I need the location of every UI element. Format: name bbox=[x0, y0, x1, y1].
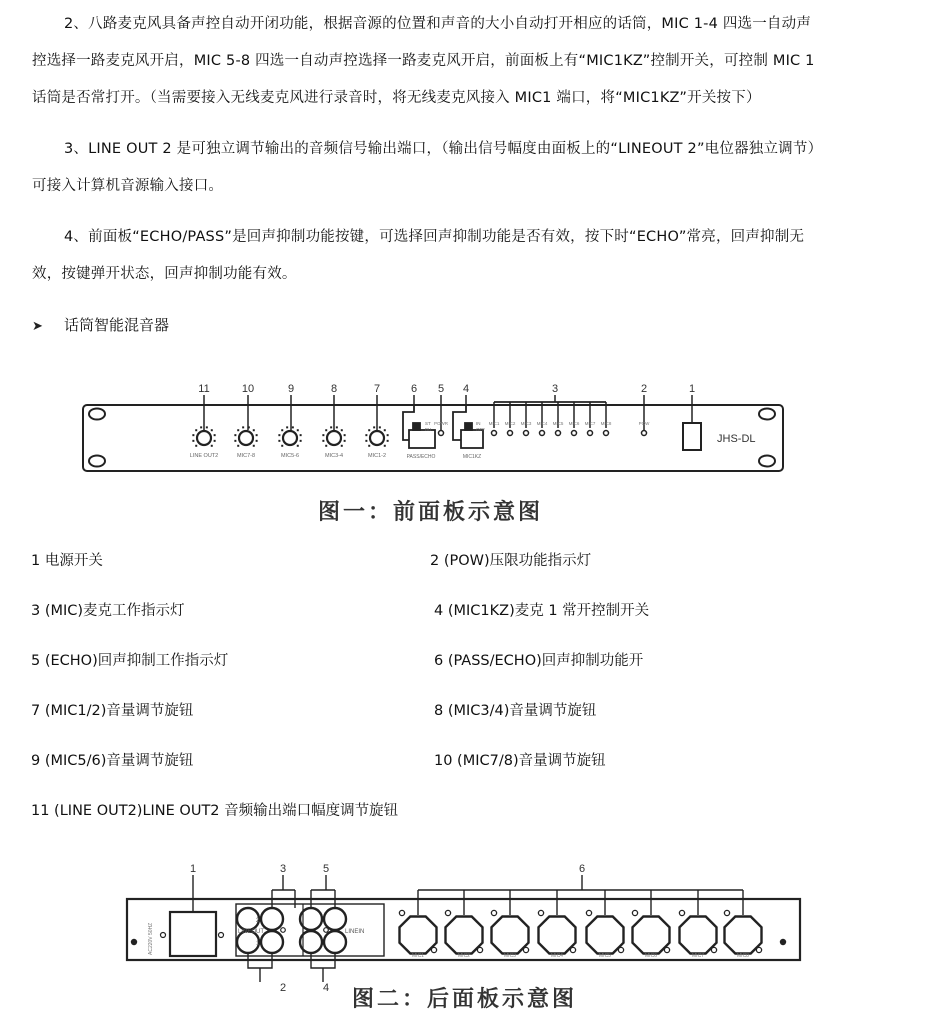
front-panel-diagram bbox=[0, 0, 948, 500]
power-switch bbox=[683, 423, 701, 450]
led-label: POWR bbox=[434, 421, 448, 426]
rca-jack bbox=[324, 908, 346, 930]
knob-tick bbox=[341, 429, 343, 431]
latch-icon bbox=[724, 910, 729, 915]
rack-hole-icon bbox=[759, 456, 775, 467]
led-label: POW bbox=[638, 421, 650, 426]
knob-tick bbox=[237, 445, 239, 447]
rca-jack bbox=[300, 908, 322, 930]
knob-tick bbox=[206, 426, 208, 428]
callout-leader bbox=[418, 875, 743, 890]
xlr-mic-input bbox=[446, 917, 483, 954]
knob-tick bbox=[297, 445, 299, 447]
switch-state-label: ST bbox=[425, 421, 431, 426]
indicator-led bbox=[556, 431, 561, 436]
front-panel-caption: 图一：前面板示意图 bbox=[318, 500, 544, 525]
latch-icon bbox=[399, 910, 404, 915]
knob-tick bbox=[211, 445, 213, 447]
switch-label: MIC1KZ bbox=[462, 454, 482, 460]
xlr-mic-input bbox=[633, 917, 670, 954]
knob-tick bbox=[300, 440, 302, 442]
knob-tick bbox=[192, 440, 194, 442]
callout-number: 10 bbox=[241, 383, 255, 395]
knob-tick bbox=[368, 429, 370, 431]
rack-hole-icon bbox=[89, 409, 105, 420]
mic-input-label: MIC4 bbox=[551, 953, 563, 959]
latch-icon bbox=[679, 910, 684, 915]
knob-tick bbox=[195, 445, 197, 447]
knob-tick bbox=[214, 440, 216, 442]
knob-tick bbox=[278, 434, 280, 436]
mic-input-label: MIC2 bbox=[458, 953, 470, 959]
switch-button-icon bbox=[465, 423, 472, 430]
paragraph-line: 2、八路麦克风具备声控自动开闭功能，根据音源的位置和声音的大小自动打开相应的话筒，MIC 1-4 四选一自动声 bbox=[64, 16, 812, 32]
knob-label: MIC3-4 bbox=[324, 453, 344, 459]
ground-screw-icon bbox=[780, 939, 786, 945]
legend-item: 9 (MIC5/6)音量调节旋钮 bbox=[31, 753, 194, 769]
led-label: MIC3 bbox=[520, 421, 532, 426]
knob-tick bbox=[278, 440, 280, 442]
linein-label: LINEIN bbox=[345, 929, 365, 935]
callout-number: 3 bbox=[551, 383, 559, 395]
led-label: MIC8 bbox=[600, 421, 612, 426]
callout-leader bbox=[453, 405, 466, 440]
legend-item: 1 电源开关 bbox=[31, 553, 103, 569]
switch-state-label: BU bbox=[425, 427, 432, 432]
mic-input-label: MIC3 bbox=[504, 953, 516, 959]
power-rating-label: AC220V 50HZ bbox=[148, 922, 154, 955]
rca-jack bbox=[324, 931, 346, 953]
knob-tick bbox=[330, 426, 332, 428]
knob-tick bbox=[365, 434, 367, 436]
screw-icon bbox=[219, 933, 224, 938]
switch-button-icon bbox=[413, 423, 420, 430]
paragraph-line: 控选择一路麦克风开启，MIC 5-8 四选一自动声控选择一路麦克风开启，前面板上有“MIC1KZ”控制开关，可控制 MIC 1 bbox=[32, 53, 815, 69]
latch-icon bbox=[523, 947, 528, 952]
rear-panel-chassis bbox=[127, 899, 800, 960]
knob-tick bbox=[373, 426, 375, 428]
volume-knob bbox=[370, 431, 384, 445]
callout-number: 8 bbox=[330, 383, 338, 395]
knob-tick bbox=[192, 434, 194, 436]
callout-number: 1 bbox=[189, 863, 197, 875]
volume-knob bbox=[327, 431, 341, 445]
knob-label: LINE OUT2 bbox=[189, 453, 219, 459]
rear-panel-caption: 图二：后面板示意图 bbox=[352, 987, 578, 1012]
knob-tick bbox=[281, 429, 283, 431]
callout-number: 4 bbox=[322, 982, 330, 994]
knob-tick bbox=[281, 445, 283, 447]
arrow-bullet-icon: ➤ bbox=[32, 319, 43, 334]
latch-icon bbox=[431, 947, 436, 952]
callout-leader bbox=[311, 875, 335, 908]
knob-tick bbox=[384, 445, 386, 447]
knob-tick bbox=[214, 434, 216, 436]
mic-input-label: MIC1 bbox=[412, 953, 424, 959]
latch-icon bbox=[586, 910, 591, 915]
latch-icon bbox=[477, 947, 482, 952]
callout-number: 3 bbox=[279, 863, 287, 875]
rca-jack bbox=[237, 908, 259, 930]
callout-number: 2 bbox=[279, 982, 287, 994]
indicator-led bbox=[540, 431, 545, 436]
led-label: MIC4 bbox=[536, 421, 548, 426]
mic-input-label: MIC6 bbox=[645, 953, 657, 959]
front-panel-chassis bbox=[83, 405, 783, 471]
callout-number: 11 bbox=[198, 383, 210, 395]
led-label: MIC1 bbox=[488, 421, 500, 426]
knob-tick bbox=[195, 429, 197, 431]
led-label: MIC2 bbox=[504, 421, 516, 426]
indicator-led bbox=[439, 431, 444, 436]
knob-tick bbox=[344, 440, 346, 442]
paragraph-line: 话筒是否常打开。（当需要接入无线麦克风进行录音时，将无线麦克风接入 MIC1 端口，将“MIC1KZ”开关按下） bbox=[32, 90, 761, 106]
paragraph-line: 3、LINE OUT 2 是可独立调节输出的音频信号输出端口，（输出信号幅度由面板上的“LINEOUT 2”电位器独立调节） bbox=[64, 141, 823, 157]
switch-state-label: IN bbox=[476, 421, 481, 426]
rca-jack bbox=[261, 931, 283, 953]
knob-tick bbox=[344, 434, 346, 436]
knob-tick bbox=[253, 445, 255, 447]
knob-tick bbox=[325, 445, 327, 447]
knob-label: MIC7-8 bbox=[236, 453, 256, 459]
indicator-led bbox=[524, 431, 529, 436]
legend-item: 8 (MIC3/4)音量调节旋钮 bbox=[434, 703, 597, 719]
legend-item: 4 (MIC1KZ)麦克 1 常开控制开关 bbox=[434, 603, 650, 619]
xlr-mic-input bbox=[539, 917, 576, 954]
callout-number: 1 bbox=[688, 383, 696, 395]
latch-icon bbox=[618, 947, 623, 952]
xlr-mic-input bbox=[492, 917, 529, 954]
ground-screw-icon bbox=[131, 939, 137, 945]
knob-tick bbox=[297, 429, 299, 431]
knob-tick bbox=[234, 434, 236, 436]
knob-tick bbox=[242, 426, 244, 428]
volume-knob bbox=[197, 431, 211, 445]
screw-icon bbox=[324, 928, 329, 933]
legend-item: 7 (MIC1/2)音量调节旋钮 bbox=[31, 703, 194, 719]
legend-item: 6 (PASS/ECHO)回声抑制功能开 bbox=[434, 653, 644, 669]
callout-number: 2 bbox=[640, 383, 648, 395]
port-number: 2 bbox=[256, 918, 260, 924]
callout-leader bbox=[311, 953, 335, 982]
knob-tick bbox=[286, 426, 288, 428]
power-socket bbox=[170, 912, 216, 956]
xlr-mic-input bbox=[725, 917, 762, 954]
latch-icon bbox=[491, 910, 496, 915]
section-title: 话筒智能混音器 bbox=[64, 316, 170, 334]
knob-tick bbox=[253, 429, 255, 431]
knob-tick bbox=[341, 445, 343, 447]
knob-tick bbox=[256, 440, 258, 442]
indicator-led bbox=[604, 431, 609, 436]
mic-input-label: MIC7 bbox=[692, 953, 704, 959]
xlr-mic-input bbox=[587, 917, 624, 954]
paragraph-line: 4、前面板“ECHO/PASS”是回声抑制功能按键，可选择回声抑制功能是否有效，按下时“ECHO”常亮，回声抑制无 bbox=[64, 229, 805, 245]
indicator-led bbox=[572, 431, 577, 436]
rca-jack bbox=[237, 931, 259, 953]
knob-tick bbox=[211, 429, 213, 431]
paragraph-line: 效，按键弹开状态，回声抑制功能有效。 bbox=[32, 266, 297, 282]
screw-icon bbox=[161, 933, 166, 938]
legend-item: 10 (MIC7/8)音量调节旋钮 bbox=[434, 753, 606, 769]
mic-input-label: MIC8 bbox=[737, 953, 749, 959]
xlr-mic-input bbox=[400, 917, 437, 954]
indicator-led bbox=[492, 431, 497, 436]
xlr-mic-input bbox=[680, 917, 717, 954]
brand-label: JHS-DL bbox=[717, 433, 756, 445]
callout-number: 7 bbox=[373, 383, 381, 395]
latch-icon bbox=[570, 947, 575, 952]
indicator-led bbox=[508, 431, 513, 436]
mic-input-label: MIC5 bbox=[599, 953, 611, 959]
knob-tick bbox=[336, 426, 338, 428]
legend-item: 5 (ECHO)回声抑制工作指示灯 bbox=[31, 653, 229, 669]
port-number: 1 bbox=[256, 941, 260, 947]
legend-item: 2 (POW)压限功能指示灯 bbox=[430, 553, 592, 569]
latch-icon bbox=[664, 947, 669, 952]
volume-knob bbox=[239, 431, 253, 445]
legend-item: 11 (LINE OUT2)LINE OUT2 音频输出端口幅度调节旋钮 bbox=[31, 803, 399, 819]
callout-leader bbox=[272, 875, 295, 908]
knob-tick bbox=[200, 426, 202, 428]
led-label: MIC6 bbox=[568, 421, 580, 426]
knob-tick bbox=[322, 440, 324, 442]
volume-knob bbox=[283, 431, 297, 445]
knob-tick bbox=[387, 434, 389, 436]
knob-tick bbox=[292, 426, 294, 428]
legend-item: 3 (MIC)麦克工作指示灯 bbox=[31, 603, 185, 619]
callout-number: 6 bbox=[578, 863, 586, 875]
knob-tick bbox=[365, 440, 367, 442]
knob-tick bbox=[379, 426, 381, 428]
latch-icon bbox=[538, 910, 543, 915]
knob-tick bbox=[387, 440, 389, 442]
rack-hole-icon bbox=[759, 409, 775, 420]
line-io-block bbox=[236, 904, 384, 956]
lineout-label: LINEOUT bbox=[238, 929, 265, 935]
callout-number: 5 bbox=[437, 383, 445, 395]
screw-icon bbox=[281, 928, 286, 933]
switch-state-label: OFF bbox=[476, 427, 485, 432]
rack-hole-icon bbox=[89, 456, 105, 467]
callout-leader bbox=[248, 953, 272, 982]
rca-jack bbox=[261, 908, 283, 930]
knob-tick bbox=[322, 434, 324, 436]
latch-icon bbox=[711, 947, 716, 952]
paragraph-line: 可接入计算机音源输入接口。 bbox=[32, 178, 224, 194]
rca-jack bbox=[300, 931, 322, 953]
knob-tick bbox=[256, 434, 258, 436]
knob-tick bbox=[300, 434, 302, 436]
indicator-led bbox=[588, 431, 593, 436]
latch-icon bbox=[756, 947, 761, 952]
led-label: MIC7 bbox=[584, 421, 596, 426]
pass-echo-switch bbox=[409, 430, 435, 448]
latch-icon bbox=[445, 910, 450, 915]
callout-number: 4 bbox=[462, 383, 470, 395]
knob-tick bbox=[368, 445, 370, 447]
knob-tick bbox=[325, 429, 327, 431]
knob-tick bbox=[234, 440, 236, 442]
switch-label: PASS/ECHO bbox=[406, 454, 436, 460]
mic1kz-switch bbox=[461, 430, 483, 448]
callout-number: 6 bbox=[410, 383, 418, 395]
knob-tick bbox=[237, 429, 239, 431]
latch-icon bbox=[632, 910, 637, 915]
callout-number: 5 bbox=[322, 863, 330, 875]
knob-label: MIC1-2 bbox=[367, 453, 387, 459]
callout-number: 9 bbox=[287, 383, 295, 395]
indicator-led bbox=[642, 431, 647, 436]
led-label: MIC5 bbox=[552, 421, 564, 426]
knob-label: MIC5-6 bbox=[280, 453, 300, 459]
knob-tick bbox=[384, 429, 386, 431]
